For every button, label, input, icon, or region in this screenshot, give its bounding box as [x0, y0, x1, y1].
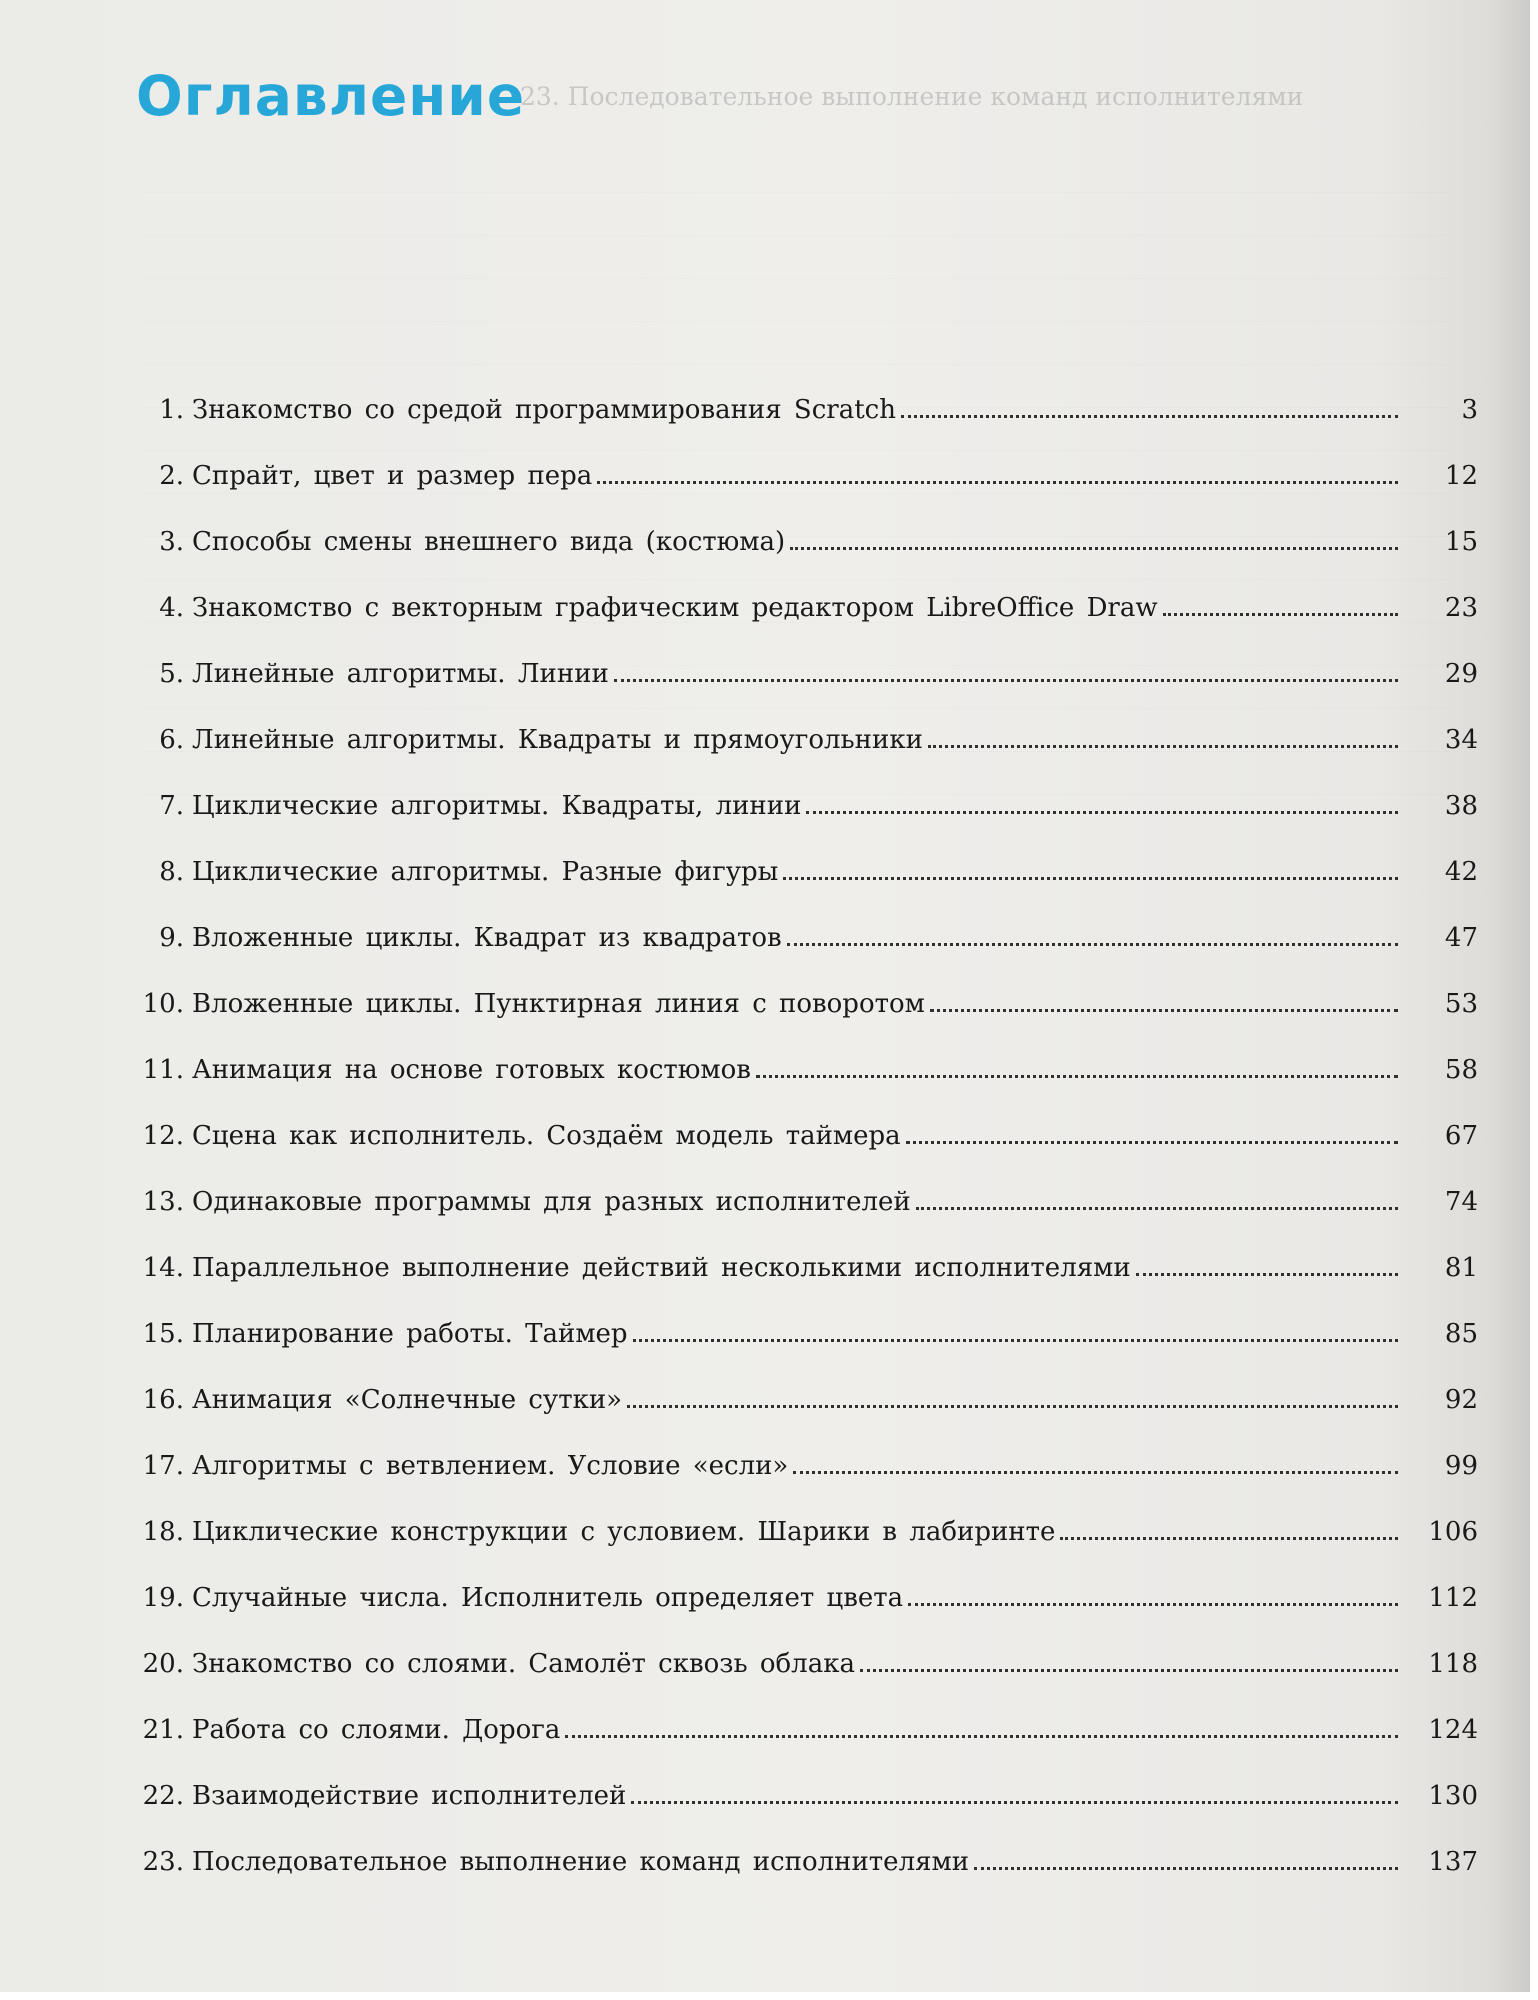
entry-title: Знакомство с векторным графическим редактором LibreOffice Draw — [192, 593, 1158, 623]
entry-title-row — [192, 652, 1398, 696]
bleed-through-header: 23. Последовательное выполнение команд исполнителями — [520, 82, 1304, 111]
dot-leader — [1136, 1273, 1398, 1276]
toc-entry-6[interactable] — [118, 718, 1478, 784]
toc-entry-9[interactable] — [118, 916, 1478, 982]
entry-title-row — [192, 1312, 1398, 1356]
entry-title-row — [192, 1048, 1398, 1092]
entry-number: 16. — [142, 1385, 184, 1415]
dot-leader — [631, 1801, 1398, 1804]
toc-entry-21[interactable] — [118, 1708, 1478, 1774]
toc-entry-13[interactable] — [118, 1180, 1478, 1246]
bleed-through-line — [140, 279, 1450, 322]
entry-title: Работа со слоями. Дорога — [192, 1715, 561, 1745]
toc-entry-4[interactable] — [118, 586, 1478, 652]
entry-page-number: 23 — [1444, 593, 1478, 623]
page-edge-shadow — [1490, 0, 1530, 1992]
entry-number: 10. — [142, 989, 184, 1019]
table-of-contents — [118, 388, 1478, 1906]
entry-number: 20. — [142, 1649, 184, 1679]
entry-page-number: 99 — [1444, 1451, 1478, 1481]
entry-page-number: 15 — [1444, 527, 1478, 557]
toc-entry-17[interactable] — [118, 1444, 1478, 1510]
entry-title-row — [192, 1708, 1398, 1752]
entry-number: 11. — [142, 1055, 184, 1085]
entry-page-number: 3 — [1461, 395, 1478, 425]
entry-page-number: 29 — [1444, 659, 1478, 689]
entry-title-row — [192, 850, 1398, 894]
dot-leader — [614, 679, 1398, 682]
entry-title-row — [192, 1642, 1398, 1686]
entry-title-row — [192, 982, 1398, 1026]
entry-number: 6. — [159, 725, 184, 755]
entry-title: Случайные числа. Исполнитель определяет цвета — [192, 1583, 904, 1613]
entry-page-number: 38 — [1444, 791, 1478, 821]
toc-entry-7[interactable] — [118, 784, 1478, 850]
entry-title: Циклические алгоритмы. Квадраты, линии — [192, 791, 802, 821]
toc-entry-5[interactable] — [118, 652, 1478, 718]
entry-title: Спрайт, цвет и размер пера — [192, 461, 593, 491]
entry-title-row — [192, 586, 1398, 630]
entry-title: Способы смены внешнего вида (костюма) — [192, 527, 786, 557]
entry-title-row — [192, 454, 1398, 498]
entry-number: 4. — [159, 593, 184, 623]
entry-title: Одинаковые программы для разных исполнителей — [192, 1187, 911, 1217]
bleed-through-line — [140, 193, 1450, 236]
dot-leader — [916, 1207, 1398, 1210]
toc-entry-22[interactable] — [118, 1774, 1478, 1840]
entry-page-number: 124 — [1428, 1715, 1478, 1745]
entry-page-number: 47 — [1444, 923, 1478, 953]
entry-title: Анимация «Солнечные сутки» — [192, 1385, 623, 1415]
toc-entry-8[interactable] — [118, 850, 1478, 916]
entry-number: 14. — [142, 1253, 184, 1283]
entry-page-number: 85 — [1444, 1319, 1478, 1349]
entry-title: Анимация на основе готовых костюмов — [192, 1055, 751, 1085]
entry-page-number: 118 — [1428, 1649, 1478, 1679]
dot-leader — [565, 1735, 1398, 1738]
dot-leader — [908, 1603, 1398, 1606]
dot-leader — [806, 811, 1398, 814]
entry-title-row — [192, 1246, 1398, 1290]
entry-title: Параллельное выполнение действий несколькими исполнителями — [192, 1253, 1131, 1283]
toc-entry-14[interactable] — [118, 1246, 1478, 1312]
toc-entry-16[interactable] — [118, 1378, 1478, 1444]
toc-entry-12[interactable] — [118, 1114, 1478, 1180]
toc-entry-15[interactable] — [118, 1312, 1478, 1378]
dot-leader — [793, 1471, 1398, 1474]
entry-number: 23. — [142, 1847, 184, 1877]
entry-page-number: 58 — [1444, 1055, 1478, 1085]
entry-page-number: 34 — [1444, 725, 1478, 755]
entry-title: Знакомство со средой программирования Scratch — [192, 395, 896, 425]
entry-page-number: 74 — [1444, 1187, 1478, 1217]
toc-title: Оглавление — [136, 64, 526, 128]
entry-page-number: 42 — [1444, 857, 1478, 887]
toc-entry-18[interactable] — [118, 1510, 1478, 1576]
entry-title-row — [192, 1114, 1398, 1158]
entry-title: Знакомство со слоями. Самолёт сквозь облака — [192, 1649, 855, 1679]
entry-page-number: 67 — [1444, 1121, 1478, 1151]
dot-leader — [930, 1009, 1398, 1012]
entry-page-number: 81 — [1444, 1253, 1478, 1283]
dot-leader — [974, 1867, 1398, 1870]
entry-number: 1. — [159, 395, 184, 425]
dot-leader — [756, 1075, 1398, 1078]
entry-title: Сцена как исполнитель. Создаём модель таймера — [192, 1121, 901, 1151]
entry-title-row — [192, 388, 1398, 432]
entry-number: 22. — [142, 1781, 184, 1811]
toc-entry-1[interactable] — [118, 388, 1478, 454]
entry-title: Последовательное выполнение команд исполнителями — [192, 1847, 970, 1877]
dot-leader — [633, 1339, 1398, 1342]
entry-number: 12. — [142, 1121, 184, 1151]
entry-title: Вложенные циклы. Квадрат из квадратов — [192, 923, 782, 953]
entry-title-row — [192, 1444, 1398, 1488]
dot-leader — [928, 745, 1398, 748]
bleed-through-line — [140, 150, 1450, 193]
toc-entry-11[interactable] — [118, 1048, 1478, 1114]
entry-title: Алгоритмы с ветвлением. Условие «если» — [192, 1451, 789, 1481]
entry-title-row — [192, 1378, 1398, 1422]
dot-leader — [627, 1405, 1398, 1408]
entry-title: Вложенные циклы. Пунктирная линия с поворотом — [192, 989, 925, 1019]
toc-entry-3[interactable] — [118, 520, 1478, 586]
entry-title: Линейные алгоритмы. Квадраты и прямоугольники — [192, 725, 923, 755]
entry-title-row — [192, 916, 1398, 960]
entry-title-row — [192, 1510, 1398, 1554]
entry-title-row — [192, 1180, 1398, 1224]
entry-title: Планирование работы. Таймер — [192, 1319, 628, 1349]
entry-page-number: 106 — [1428, 1517, 1478, 1547]
toc-entry-10[interactable] — [118, 982, 1478, 1048]
entry-page-number: 112 — [1428, 1583, 1478, 1613]
toc-entry-20[interactable] — [118, 1642, 1478, 1708]
entry-number: 7. — [159, 791, 184, 821]
toc-entry-19[interactable] — [118, 1576, 1478, 1642]
entry-title: Линейные алгоритмы. Линии — [192, 659, 609, 689]
entry-title: Циклические конструкции с условием. Шарики в лабиринте — [192, 1517, 1056, 1547]
dot-leader — [860, 1669, 1398, 1672]
bleed-through-line — [140, 322, 1450, 365]
entry-number: 3. — [159, 527, 184, 557]
dot-leader — [906, 1141, 1398, 1144]
entry-number: 5. — [159, 659, 184, 689]
entry-page-number: 92 — [1444, 1385, 1478, 1415]
entry-number: 19. — [142, 1583, 184, 1613]
entry-number: 15. — [142, 1319, 184, 1349]
entry-title-row — [192, 1774, 1398, 1818]
entry-title-row — [192, 1576, 1398, 1620]
dot-leader — [1060, 1537, 1398, 1540]
entry-title-row — [192, 784, 1398, 828]
entry-number: 21. — [142, 1715, 184, 1745]
dot-leader — [790, 547, 1398, 550]
entry-title: Взаимодействие исполнителей — [192, 1781, 627, 1811]
entry-number: 8. — [159, 857, 184, 887]
dot-leader — [783, 877, 1398, 880]
entry-title-row — [192, 718, 1398, 762]
dot-leader — [787, 943, 1398, 946]
entry-number: 18. — [142, 1517, 184, 1547]
entry-number: 13. — [142, 1187, 184, 1217]
dot-leader — [597, 481, 1398, 484]
entry-title-row — [192, 520, 1398, 564]
entry-page-number: 12 — [1444, 461, 1478, 491]
entry-title: Циклические алгоритмы. Разные фигуры — [192, 857, 779, 887]
dot-leader — [901, 415, 1398, 418]
entry-number: 9. — [159, 923, 184, 953]
entry-title-row — [192, 1840, 1398, 1884]
entry-page-number: 130 — [1428, 1781, 1478, 1811]
bleed-through-line — [140, 236, 1450, 279]
toc-entry-23[interactable] — [118, 1840, 1478, 1906]
dot-leader — [1163, 613, 1398, 616]
entry-number: 17. — [142, 1451, 184, 1481]
entry-page-number: 137 — [1428, 1847, 1478, 1877]
entry-number: 2. — [159, 461, 184, 491]
toc-entry-2[interactable] — [118, 454, 1478, 520]
entry-page-number: 53 — [1444, 989, 1478, 1019]
